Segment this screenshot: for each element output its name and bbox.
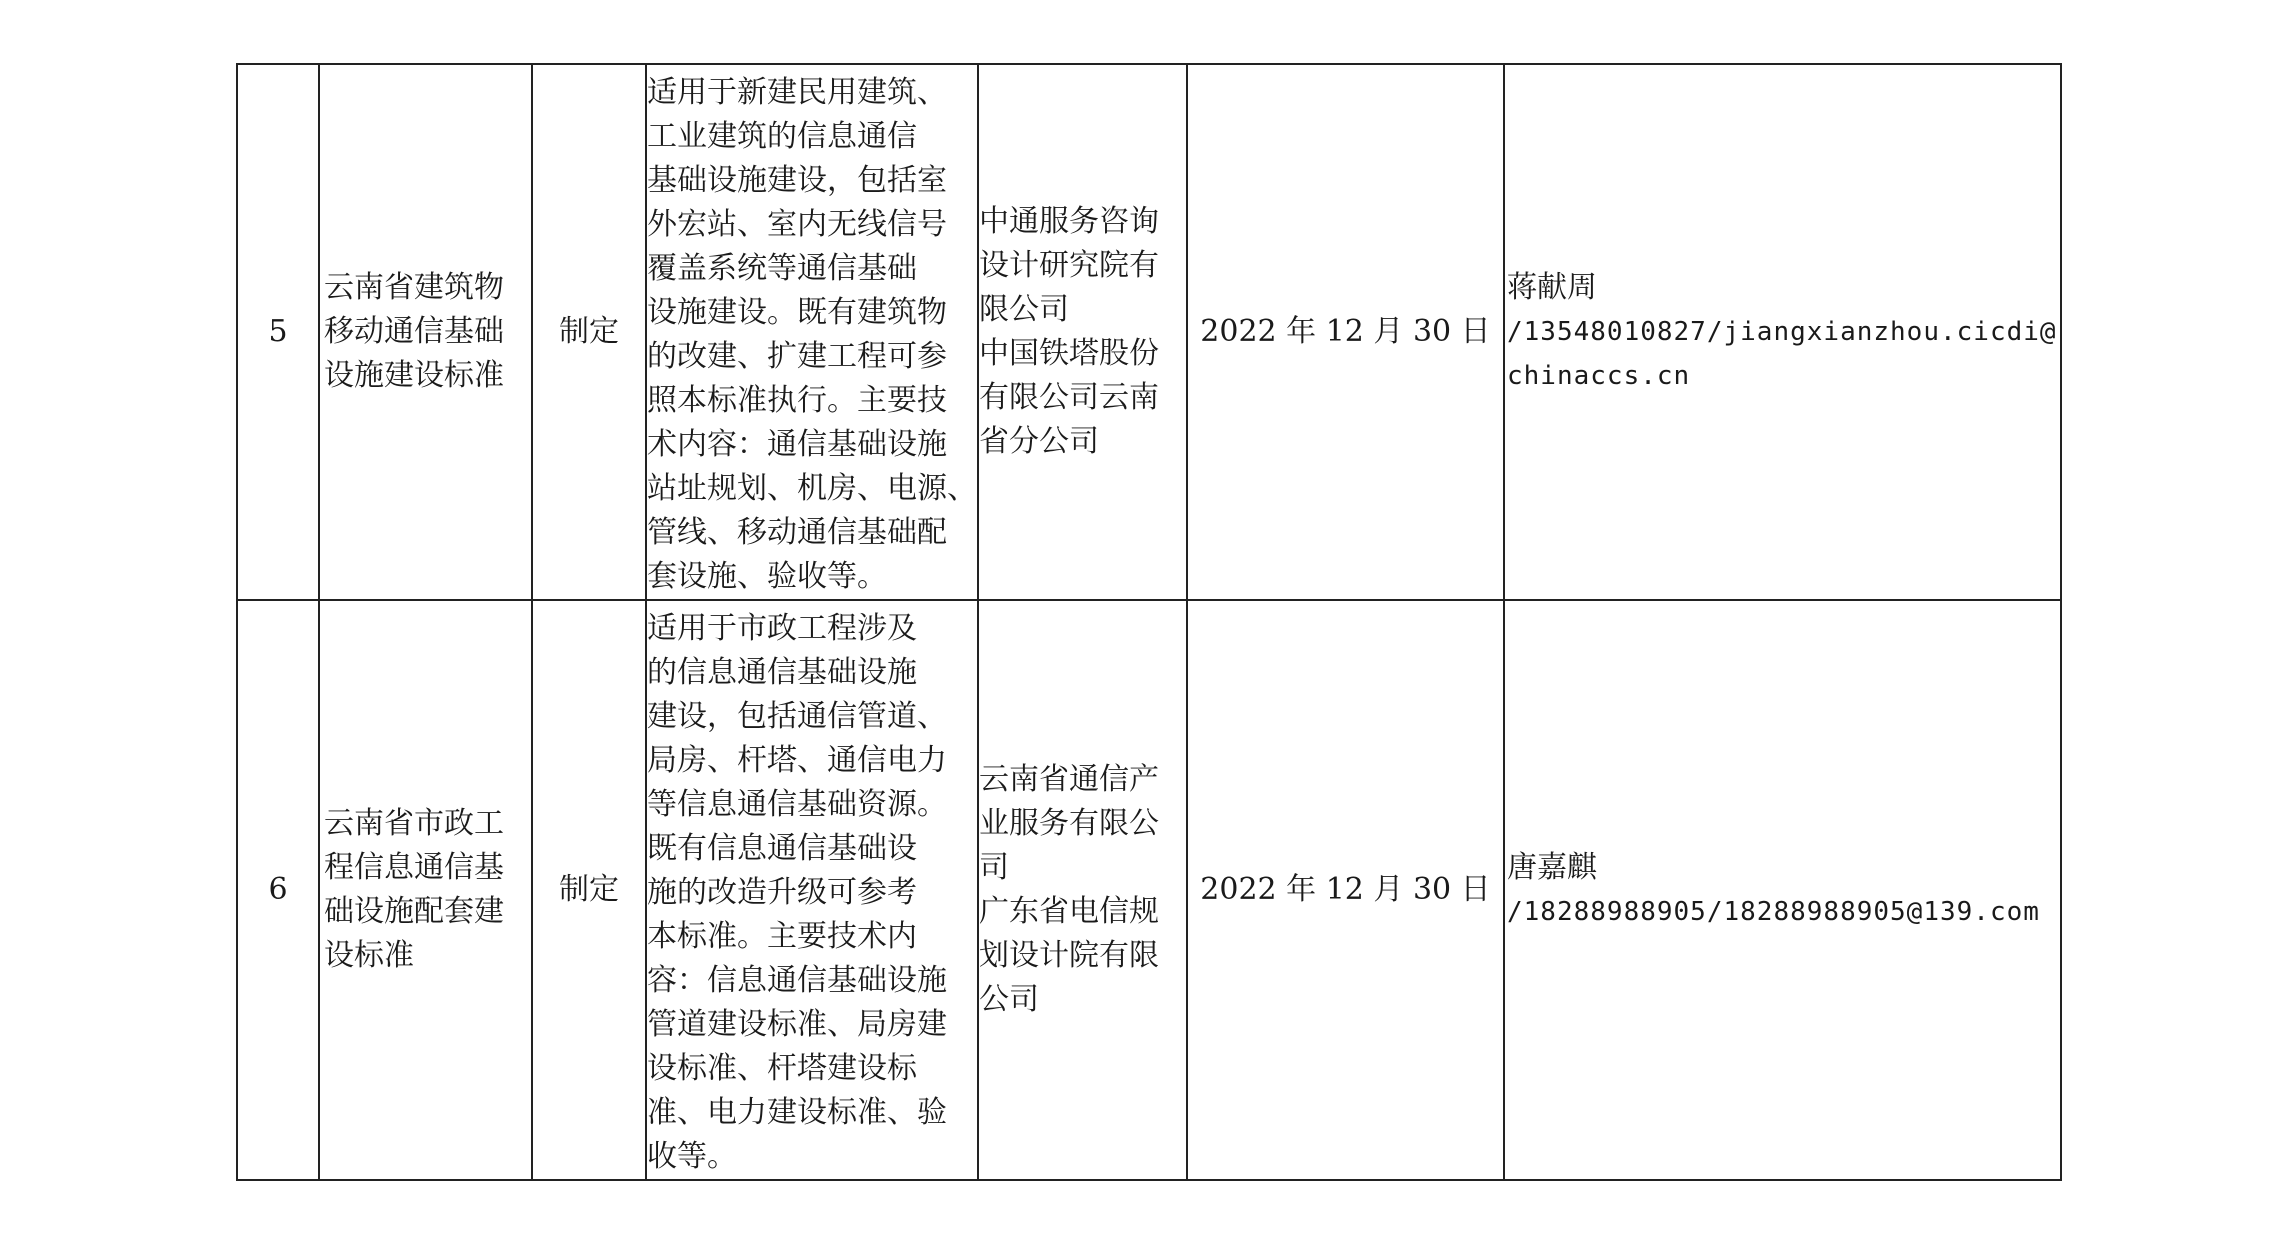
- scope-line: 套设施、验收等。: [647, 559, 887, 594]
- drafting-units: [978, 64, 1187, 600]
- scope-line: 设标准、杆塔建设标: [647, 1051, 917, 1086]
- name-line: 云南省建筑物: [324, 270, 504, 305]
- scope-line: 收等。: [647, 1139, 737, 1174]
- name-line: 设标准: [324, 938, 414, 973]
- drafting-units: [978, 600, 1187, 1180]
- scope-line: 的信息通信基础设施: [647, 655, 917, 690]
- table-row: [237, 64, 2061, 600]
- scope-line: 容：信息通信基础设施: [647, 963, 947, 998]
- unit-line: 限公司: [979, 292, 1069, 327]
- scope-line: 适用于市政工程涉及: [647, 611, 917, 646]
- scope-line: 的改建、扩建工程可参: [647, 339, 947, 374]
- scope-line: 局房、杆塔、通信电力: [647, 743, 947, 778]
- scope-line: 施的改造升级可参考: [647, 875, 917, 910]
- name-line: 础设施配套建: [324, 894, 504, 929]
- contact-info: [1504, 64, 2061, 600]
- unit-line: 划设计院有限: [979, 938, 1159, 973]
- scope-line: 管线、移动通信基础配: [647, 515, 947, 550]
- contact-detail: /13548010827/jiangxianzhou.cicdi@: [1507, 317, 2057, 347]
- unit-line: 设计研究院有: [979, 248, 1159, 283]
- unit-line: 中通服务咨询: [979, 204, 1159, 239]
- scope-line: 管道建设标准、局房建: [647, 1007, 947, 1042]
- contact-name: 唐嘉麒: [1507, 850, 1597, 885]
- row-number: 6: [237, 600, 319, 1180]
- completion-date: 2022 年 12 月 30 日: [1187, 64, 1504, 600]
- scope-line: 照本标准执行。主要技: [647, 383, 947, 418]
- scope-line: 覆盖系统等通信基础: [647, 251, 917, 286]
- standard-name: [319, 64, 532, 600]
- scope-line: 设施建设。既有建筑物: [647, 295, 947, 330]
- unit-line: 广东省电信规: [979, 894, 1159, 929]
- scope-line: 适用于新建民用建筑、: [647, 75, 947, 110]
- scope-description: [646, 64, 978, 600]
- unit-line: 云南省通信产: [979, 762, 1159, 797]
- completion-date: 2022 年 12 月 30 日: [1187, 600, 1504, 1180]
- unit-line: 公司: [979, 982, 1039, 1017]
- scope-line: 术内容：通信基础设施: [647, 427, 947, 462]
- unit-line: 有限公司云南: [979, 380, 1159, 415]
- name-line: 程信息通信基: [324, 850, 504, 885]
- contact-detail: /18288988905/18288988905@139.com: [1507, 897, 2040, 927]
- standards-table: [236, 63, 2062, 1181]
- scope-line: 外宏站、室内无线信号: [647, 207, 947, 242]
- scope-line: 基础设施建设，包括室: [647, 163, 947, 198]
- scope-line: 等信息通信基础资源。: [647, 787, 947, 822]
- project-type: 制定: [532, 64, 646, 600]
- contact-info: [1504, 600, 2061, 1180]
- scope-line: 站址规划、机房、电源、: [647, 471, 977, 506]
- scope-line: 工业建筑的信息通信: [647, 119, 917, 154]
- table-row: [237, 600, 2061, 1180]
- row-number: 5: [237, 64, 319, 600]
- unit-line: 业服务有限公: [979, 806, 1159, 841]
- project-type: 制定: [532, 600, 646, 1180]
- scope-line: 既有信息通信基础设: [647, 831, 917, 866]
- scope-line: 准、电力建设标准、验: [647, 1095, 947, 1130]
- contact-name: 蒋献周: [1507, 270, 1597, 305]
- scope-line: 本标准。主要技术内: [647, 919, 917, 954]
- standard-name: [319, 600, 532, 1180]
- unit-line: 中国铁塔股份: [979, 336, 1159, 371]
- unit-line: 司: [979, 850, 1009, 885]
- scope-line: 建设，包括通信管道、: [647, 699, 947, 734]
- name-line: 设施建设标准: [324, 358, 504, 393]
- unit-line: 省分公司: [979, 424, 1099, 459]
- contact-detail: chinaccs.cn: [1507, 361, 1691, 391]
- name-line: 云南省市政工: [324, 806, 504, 841]
- name-line: 移动通信基础: [324, 314, 504, 349]
- scope-description: [646, 600, 978, 1180]
